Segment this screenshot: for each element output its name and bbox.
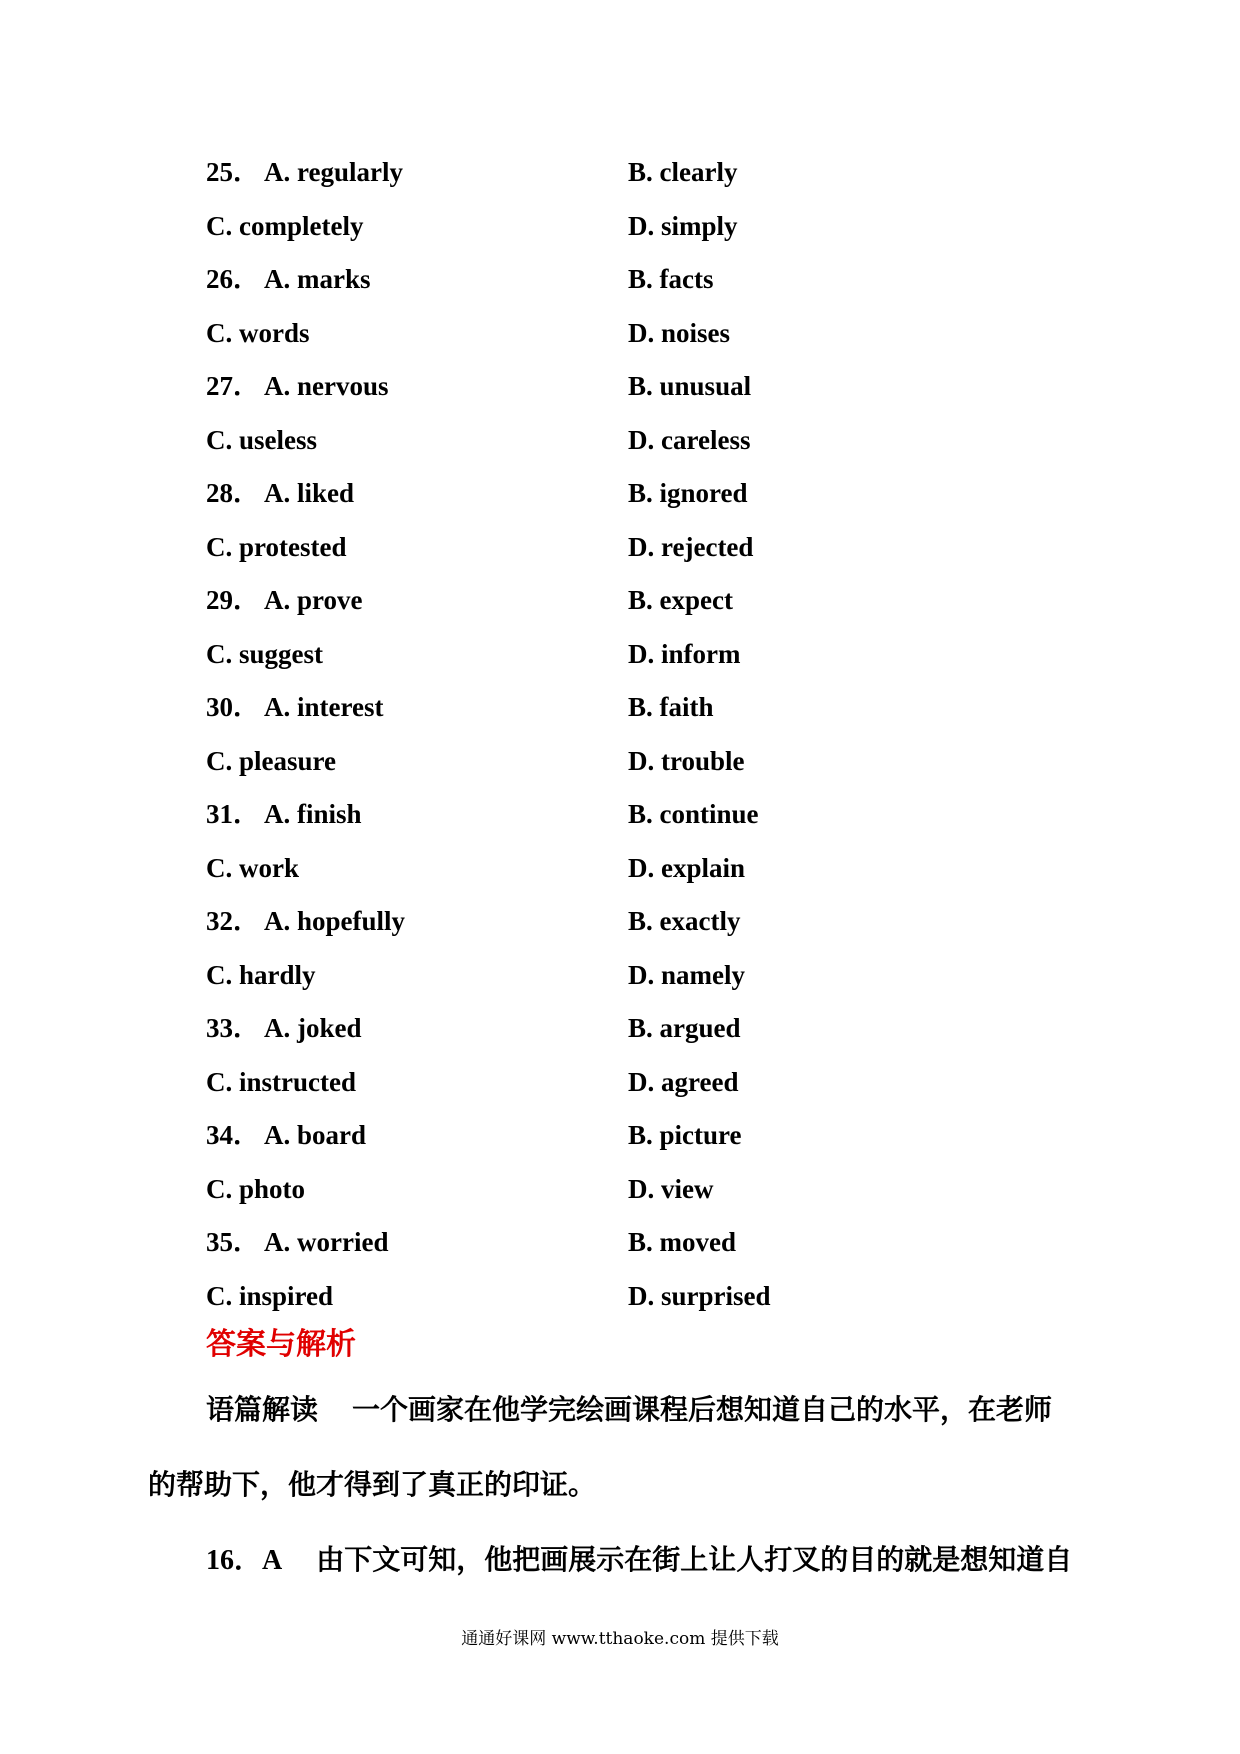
option-a: A. interest: [264, 692, 384, 722]
answer-16-number: 16．A: [206, 1545, 283, 1576]
option-c: C. suggest: [206, 638, 324, 669]
option-a: A. worried: [264, 1227, 389, 1257]
question-number: 32．: [206, 906, 260, 936]
question-number: 30．: [206, 692, 260, 722]
question-row-ab: [206, 360, 966, 414]
question-row-ab: [206, 1216, 966, 1270]
option-a: A. hopefully: [264, 906, 406, 936]
question-number: 34．: [206, 1120, 260, 1150]
question-row-cd: [206, 307, 966, 361]
option-c: C. inspired: [206, 1280, 334, 1311]
question-row-ab: [206, 1002, 966, 1056]
answer-heading: 答案与解析: [206, 1327, 356, 1362]
page-footer: 通通好课网 www.tthaoke.com 提供下载: [461, 1629, 779, 1649]
reading-text-2: 的帮助下，他才得到了真正的印证。: [148, 1468, 597, 1501]
question-row-cd: [206, 200, 966, 254]
question-row-ab: [206, 253, 966, 307]
option-a-cell: [206, 788, 362, 842]
option-b: B. exactly: [628, 906, 741, 936]
reading-label: 语篇解读: [206, 1393, 319, 1426]
reading-paragraph-line-2: [148, 1465, 1098, 1505]
reading-text-1: 一个画家在他学完绘画课程后想知道自己的水平，在老师: [352, 1393, 1053, 1426]
question-row-ab: [206, 788, 966, 842]
option-c: C. useless: [206, 424, 318, 455]
option-c: C. completely: [206, 210, 364, 241]
option-b: B. expect: [628, 585, 733, 615]
option-b: B. facts: [628, 264, 714, 294]
question-row-ab: [206, 467, 966, 521]
question-number: 29．: [206, 585, 260, 615]
option-a: A. prove: [264, 585, 363, 615]
option-a-cell: [206, 467, 354, 521]
question-row-cd: [206, 949, 966, 1003]
option-c: C. hardly: [206, 959, 316, 990]
option-a: A. regularly: [264, 157, 403, 187]
option-d: D. namely: [628, 959, 745, 990]
option-a: A. marks: [264, 264, 371, 294]
answer-16-text: 由下文可知，他把画展示在街上让人打叉的目的就是想知道自: [316, 1543, 1073, 1576]
option-b: B. argued: [628, 1013, 741, 1043]
option-a-cell: [206, 574, 363, 628]
option-b: B. ignored: [628, 478, 748, 508]
option-a: A. nervous: [264, 371, 389, 401]
question-row-ab: [206, 574, 966, 628]
question-number: 31．: [206, 799, 260, 829]
question-number: 33．: [206, 1013, 260, 1043]
reading-paragraph-line-1: [148, 1390, 1098, 1430]
question-row-ab: [206, 1109, 966, 1163]
option-a-cell: [206, 1216, 388, 1270]
option-d: D. view: [628, 1173, 714, 1204]
option-b: B. clearly: [628, 157, 738, 187]
question-number: 26．: [206, 264, 260, 294]
option-c: C. pleasure: [206, 745, 337, 776]
option-a: A. liked: [264, 478, 355, 508]
option-c: C. words: [206, 317, 310, 348]
option-b: B. faith: [628, 692, 714, 722]
question-row-cd: [206, 414, 966, 468]
option-c: C. photo: [206, 1173, 306, 1204]
question-number: 25．: [206, 157, 260, 187]
question-row-ab: [206, 681, 966, 735]
option-a-cell: [206, 895, 405, 949]
option-c: C. instructed: [206, 1066, 356, 1097]
question-row-cd: [206, 735, 966, 789]
option-b: B. continue: [628, 799, 759, 829]
option-a-cell: [206, 1109, 366, 1163]
question-row-ab: [206, 895, 966, 949]
option-d: D. trouble: [628, 745, 745, 776]
question-number: 28．: [206, 478, 260, 508]
option-b: B. moved: [628, 1227, 736, 1257]
option-b: B. picture: [628, 1120, 742, 1150]
option-a: A. board: [264, 1120, 367, 1150]
option-a-cell: [206, 253, 371, 307]
option-a-cell: [206, 1002, 362, 1056]
option-a-cell: [206, 681, 383, 735]
option-a-cell: [206, 360, 389, 414]
question-row-ab: [206, 146, 966, 200]
option-d: D. noises: [628, 317, 731, 348]
option-d: D. inform: [628, 638, 741, 669]
question-row-cd: [206, 628, 966, 682]
question-row-cd: [206, 1056, 966, 1110]
option-d: D. surprised: [628, 1280, 771, 1311]
question-number: 35．: [206, 1227, 260, 1257]
option-d: D. explain: [628, 852, 746, 883]
question-row-cd: [206, 521, 966, 575]
question-list: [206, 146, 966, 1323]
option-a-cell: [206, 146, 403, 200]
question-row-cd: [206, 842, 966, 896]
option-d: D. careless: [628, 424, 751, 455]
option-c: C. protested: [206, 531, 347, 562]
question-number: 27．: [206, 371, 260, 401]
option-d: D. rejected: [628, 531, 754, 562]
question-row-cd: [206, 1270, 966, 1324]
question-row-cd: [206, 1163, 966, 1217]
option-d: D. agreed: [628, 1066, 739, 1097]
option-b: B. unusual: [628, 371, 752, 401]
option-a: A. finish: [264, 799, 362, 829]
answer-item-16: [148, 1540, 1098, 1581]
option-a: A. joked: [264, 1013, 362, 1043]
option-c: C. work: [206, 852, 299, 883]
option-d: D. simply: [628, 210, 738, 241]
